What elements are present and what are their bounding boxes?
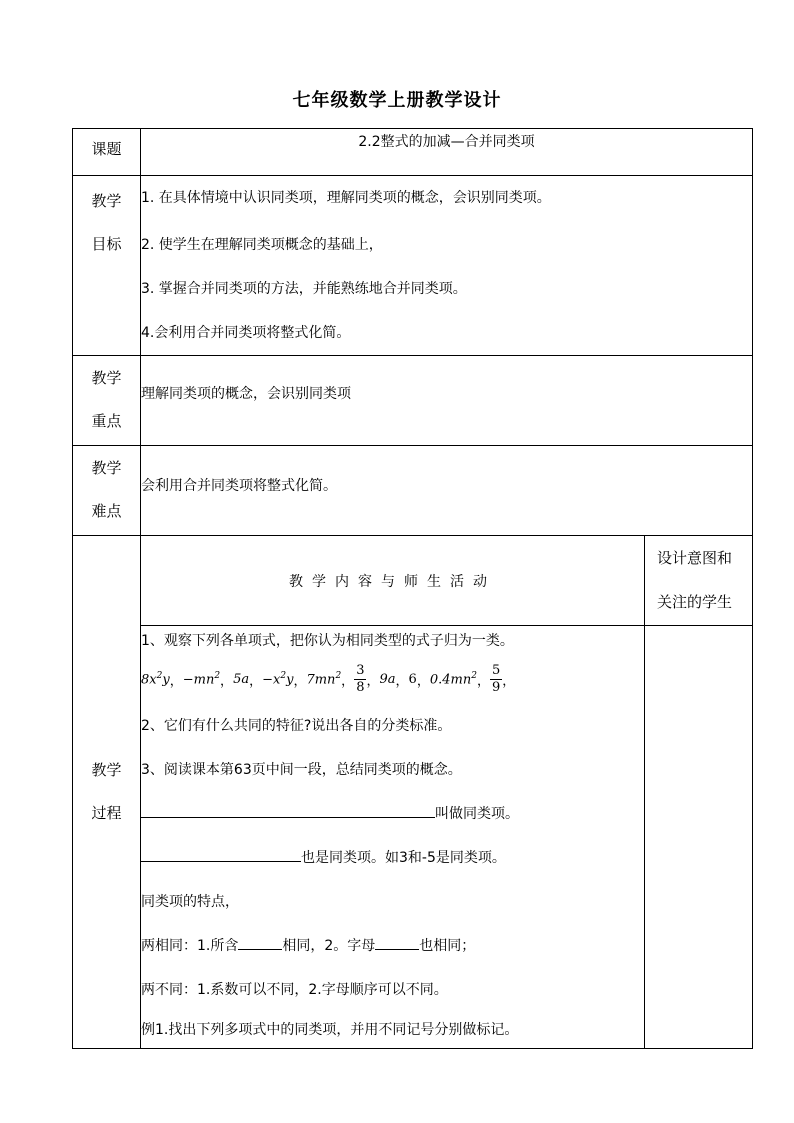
- goals-content-cell: [141, 176, 753, 356]
- process-content-row: [73, 626, 753, 1049]
- goals-label-2: 目标: [91, 235, 122, 253]
- key-points-label-1: 教学: [91, 369, 122, 387]
- process-content-header: 教学内容与师生活动: [289, 573, 496, 590]
- difficulties-row: [73, 446, 753, 536]
- difficulties-label-1: 教学: [91, 459, 122, 477]
- topic-value: 2.2整式的加减—合并同类项: [358, 134, 535, 150]
- term-7: 6: [408, 671, 417, 687]
- goal-item-1: 1. 在具体情境中认识同类项，理解同类项的概念，会识别同类项。: [141, 190, 551, 206]
- process-label-1: 教学: [91, 761, 122, 779]
- example-1: 例1.找出下列多项式中的同类项，并用不同记号分别做标记。: [141, 1022, 519, 1038]
- fraction-1: $\frac{3}{8}$: [356, 662, 365, 695]
- answer-blank-1[interactable]: [141, 801, 435, 818]
- fraction-2: $\frac{5}{9}$: [491, 662, 501, 695]
- lesson-plan-table: [72, 128, 753, 1049]
- definition-suffix-2: 也是同类项。如3和-5是同类项。: [301, 850, 506, 866]
- two-diff-line: 两不同：1.系数可以不同，2.字母顺序可以不同。: [141, 982, 448, 998]
- term-5: $7mn^2$: [306, 670, 342, 688]
- definition-blank-line-2: [141, 836, 644, 880]
- term-1: $8x^2y$: [141, 670, 170, 688]
- document-title: 七年级数学上册教学设计: [292, 90, 502, 111]
- term-3: 5a: [233, 671, 250, 687]
- answer-blank-2[interactable]: [141, 845, 301, 862]
- goal-item-4: 4.会利用合并同类项将整式化简。: [141, 325, 351, 341]
- key-points-text: 理解同类项的概念，会识别同类项: [141, 386, 351, 402]
- process-label-cell: [73, 536, 141, 1049]
- goals-label-cell: [73, 176, 141, 356]
- term-8: $0.4mn^2$: [429, 670, 477, 688]
- process-intent-header-cell: [645, 536, 753, 626]
- step-2: 2、它们有什么共同的特征?说出各自的分类标准。: [141, 718, 452, 734]
- answer-blank-3[interactable]: [238, 933, 282, 950]
- key-points-label-cell: [73, 356, 141, 446]
- key-points-row: [73, 356, 753, 446]
- monomial-list: $8x^2y$ ， $-mn^2$ ， 5a ， $-x^2y$ ， $7mn^2$ ， $\frac{3}{8}$ ， 9a ， 6 ， $0.4mn^2$ ， $\frac{5}{9}$ ，: [141, 662, 516, 695]
- two-same-line: 两相同：1.所含 相同，2。字母 也相同；: [141, 924, 644, 968]
- term-6: 9a: [379, 671, 396, 687]
- difficulties-label-2: 难点: [91, 502, 122, 520]
- features-title: 同类项的特点，: [141, 894, 239, 910]
- definition-suffix-1: 叫做同类项。: [435, 806, 519, 822]
- process-intent-header-1: 设计意图和: [657, 549, 733, 567]
- step-3: 3、阅读课本第63页中间一段，总结同类项的概念。: [141, 762, 462, 778]
- term-2: $-mn^2$: [182, 670, 221, 688]
- definition-blank-line-1: [141, 792, 644, 836]
- topic-row: [73, 129, 753, 176]
- term-4: $-x^2y$: [262, 670, 294, 688]
- key-points-label-2: 重点: [91, 412, 122, 430]
- process-intent-cell: [645, 626, 753, 1049]
- process-label-2: 过程: [91, 804, 122, 822]
- topic-value-cell: [141, 129, 753, 176]
- topic-label-cell: [73, 129, 141, 176]
- difficulties-label-cell: [73, 446, 141, 536]
- process-content-header-cell: [141, 536, 645, 626]
- step-1: 1、观察下列各单项式，把你认为相同类型的式子归为一类。: [141, 633, 514, 649]
- goals-row: [73, 176, 753, 356]
- process-intent-header-2: 关注的学生: [657, 593, 733, 611]
- difficulties-content-cell: [141, 446, 753, 536]
- goal-item-2: 2. 使学生在理解同类项概念的基础上，: [141, 237, 383, 253]
- goals-label-1: 教学: [91, 192, 122, 210]
- key-points-content-cell: [141, 356, 753, 446]
- topic-label: 课题: [91, 140, 122, 158]
- process-content-cell: [141, 626, 645, 1049]
- process-header-row: [73, 536, 753, 626]
- goal-item-3: 3. 掌握合并同类项的方法，并能熟练地合并同类项。: [141, 281, 467, 297]
- answer-blank-4[interactable]: [375, 933, 419, 950]
- difficulties-text: 会利用合并同类项将整式化简。: [141, 478, 337, 494]
